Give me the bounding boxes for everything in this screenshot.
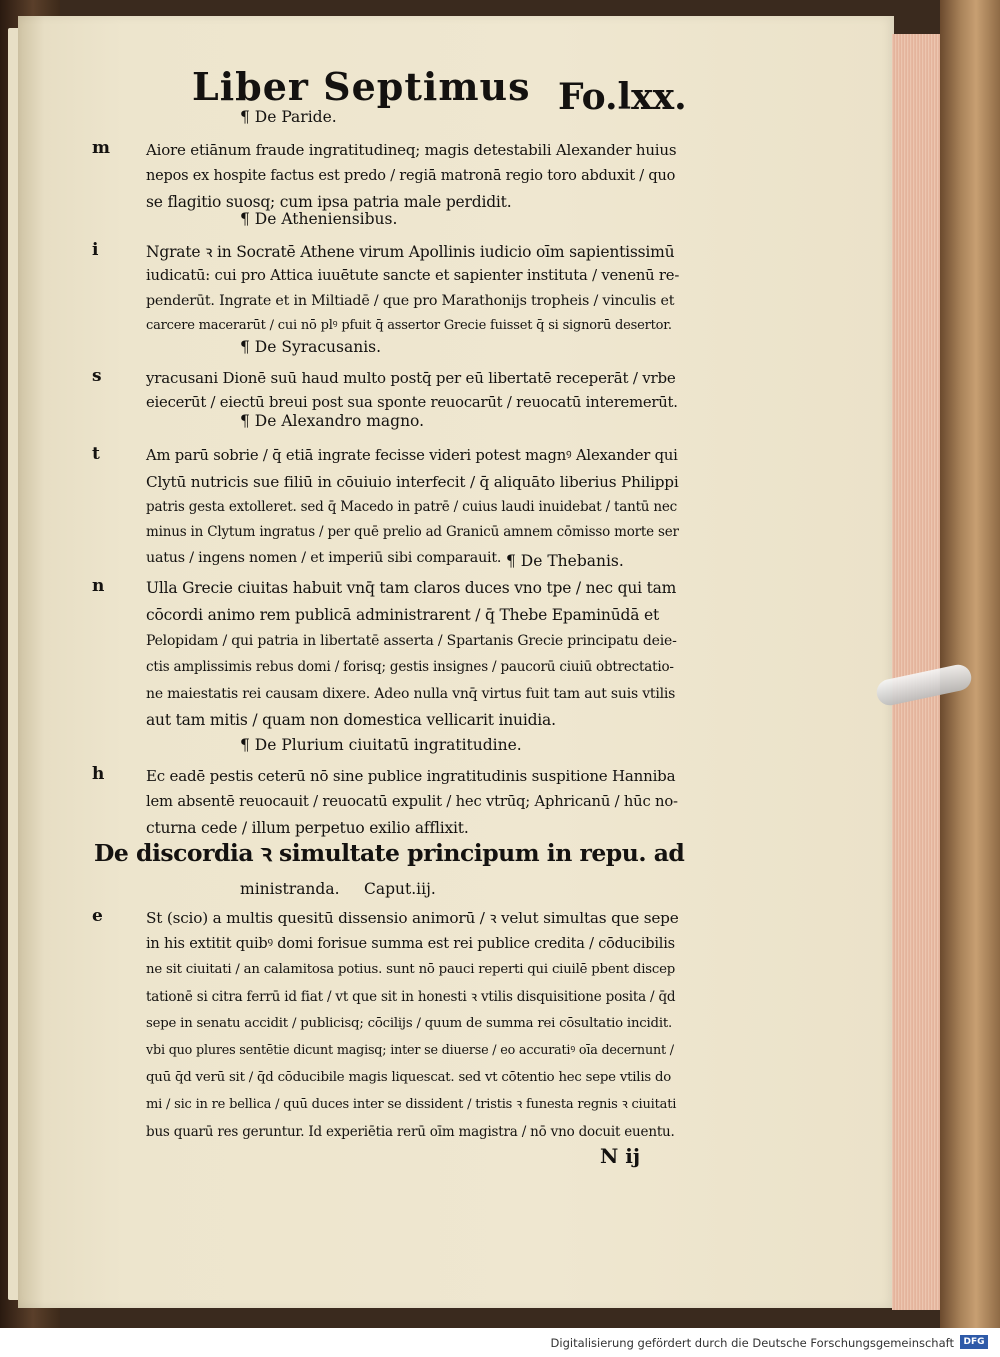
text-line: mi / sic in re bellica / quū duces inter se dissident / tristis ꝛ funesta regnis ꝛ ciuitati	[146, 1097, 677, 1112]
text-line: cturna cede / illum perpetuo exilio afflixit.	[146, 819, 469, 837]
text-line: lem absentē reuocauit / reuocatū expulit / hec vtrūq; Aphricanū / hūc no-	[146, 793, 678, 810]
text-line: Ec eadē pestis ceterū nō sine publice ingratitudinis suspitione Hanniba	[146, 767, 676, 785]
rubric-de-alexandro: ¶ De Alexandro magno.	[240, 412, 425, 430]
margin-initial: e	[92, 906, 103, 926]
rubric-text: De Paride.	[254, 108, 337, 126]
margin-initial: h	[92, 764, 105, 784]
text-line: eiecerūt / eiectū breui post sua sponte reuocarūt / reuocatū interemerūt.	[146, 394, 678, 411]
dfg-logo[interactable]: DFG	[960, 1335, 988, 1349]
footer-bar	[0, 1328, 1000, 1357]
text-line: Pelopidam / qui patria in libertatē asserta / Spartanis Grecie principatu deie-	[146, 633, 677, 649]
rubric-text: De Atheniensibus.	[254, 210, 398, 228]
text-line: penderūt. Ingrate et in Miltiadē / que pro Marathonijs tropheis / vinculis et	[146, 293, 675, 309]
text-line: minus in Clytum ingratus / per quē prelio ad Granicū amnem cōmisso morte ser	[146, 524, 679, 540]
margin-initial: n	[92, 576, 105, 596]
text-line: Ulla Grecie ciuitas habuit vnq̄ tam claros duces vno tpe / nec qui tam	[146, 579, 677, 597]
text-line: St (scio) a multis quesitū dissensio animorū / ꝛ velut simultas que sepe	[146, 909, 679, 927]
margin-initial: i	[92, 240, 99, 260]
text-line: Am parū sobrie / q̄ etiā ingrate fecisse videri potest magnꝰ Alexander qui	[146, 447, 678, 464]
margin-initial: t	[92, 444, 100, 464]
rubric-text: De Plurium ciuitatū ingratitudine.	[254, 736, 522, 754]
text-line: Clytū nutricis sue filiū in cōuiuio interfecit / q̄ aliquāto liberius Philippi	[146, 473, 679, 491]
rubric-de-atheniensibus: ¶ De Atheniensibus.	[240, 210, 398, 228]
margin-initial: m	[92, 138, 110, 158]
text-line: bus quarū res geruntur. Id experiētia rerū oīm magistra / nō vno docuit euentu.	[146, 1124, 675, 1140]
chapter-number: Caput.iij.	[364, 880, 436, 898]
text-line: yracusani Dionē suū haud multo postq̄ per eū libertatē receperāt / vrbe	[146, 369, 676, 387]
rubric-text: De Thebanis.	[520, 552, 624, 570]
margin-initial: s	[92, 366, 102, 386]
text-line: Ngrate ꝛ in Socratē Athene virum Apollinis iudicio oīm sapientissimū	[146, 243, 675, 261]
text-line: nepos ex hospite factus est predo / regiā matronā regio toro abduxit / quo	[146, 168, 676, 184]
signature-mark: N ij	[600, 1144, 641, 1168]
running-head: Liber Septimus	[192, 64, 531, 109]
folio-number: Fo.lxx.	[558, 76, 687, 118]
text-line: patris gesta extolleret. sed q̄ Macedo in patrē / cuius laudi inuidebat / tantū nec	[146, 499, 678, 515]
text-line: Aiore etiānum fraude ingratitudineq; magis detestabili Alexander huius	[146, 141, 677, 159]
text-line: ne sit ciuitati / an calamitosa potius. sunt nō pauci reperti qui ciuilē pbent discep	[146, 962, 675, 977]
chapter-heading: De discordia ꝛ simultate principum in repu. ad	[94, 839, 685, 867]
text-line: uatus / ingens nomen / et imperiū sibi comparauit.	[146, 550, 502, 566]
text-line: sepe in senatu accidit / publicisq; cōcilijs / quum de summa rei cōsultatio incidit.	[146, 1016, 673, 1031]
text-line: cōcordi animo rem publicā administrarent / q̄ Thebe Epaminūdā et	[146, 606, 659, 624]
text-line: vbi quo plures sentētie dicunt magisq; inter se diuerse / eo accuratiꝰ oīa decernunt /	[146, 1043, 674, 1058]
text-line: carcere macerarūt / cui nō plꝰ pfuit q̄ assertor Grecie fuisset q̄ si signorū desertor.	[146, 318, 672, 333]
text-line: ne maiestatis rei causam dixere. Adeo nulla vnq̄ virtus fuit tam aut suis vtilis	[146, 686, 676, 702]
text-line: ctis amplissimis rebus domi / forisq; gestis insignes / paucorū ciuiū obtrectatio-	[146, 659, 674, 675]
text-line: iudicatū: cui pro Attica iuuētute sancte et sapienter instituta / venenū re-	[146, 267, 680, 284]
funding-credit: Digitalisierung gefördert durch die Deutsche Forschungsgemeinschaft	[550, 1336, 954, 1350]
rubric-de-paride: ¶ De Paride.	[240, 108, 337, 126]
text-line: quū q̄d verū sit / q̄d cōducibile magis liquescat. sed vt cōtentio hec sepe vtilis do	[146, 1070, 672, 1085]
text-line: aut tam mitis / quam non domestica vellicarit inuidia.	[146, 711, 556, 729]
rubric-de-thebanis: ¶ De Thebanis.	[506, 552, 624, 570]
rubric-de-syracusanis: ¶ De Syracusanis.	[240, 338, 382, 356]
text-line: in his extitit quibꝰ domi forisue summa est rei publice credita / cōducibilis	[146, 936, 675, 952]
rubric-text: De Syracusanis.	[254, 338, 382, 356]
text-line: se flagitio suosq; cum ipsa patria male perdidit.	[146, 193, 512, 211]
chapter-heading-cont: ministranda.	[240, 880, 340, 898]
text-line: tationē si citra ferrū id fiat / vt que sit in honesti ꝛ vtilis disquisitione posita / q̄d	[146, 989, 676, 1005]
rubric-de-plurium: ¶ De Plurium ciuitatū ingratitudine.	[240, 736, 522, 754]
rubric-text: De Alexandro magno.	[254, 412, 425, 430]
